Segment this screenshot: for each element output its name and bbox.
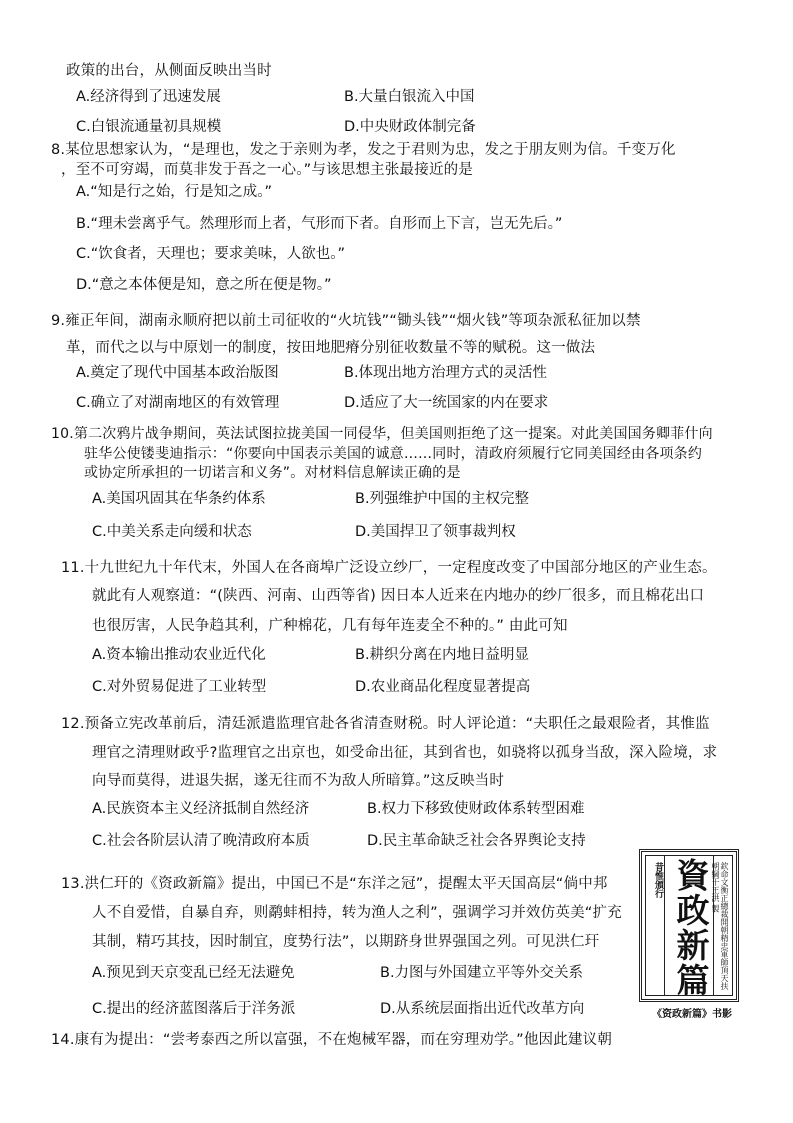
q9-stem-line2: 革，而代之以与中原划一的制度，按田地肥瘠分别征收数量不等的赋税。这一做法 — [66, 340, 596, 356]
q11-option-a: A.资本输出推动农业近代化 — [92, 647, 266, 663]
q8-option-a: A.“知是行之始，行是知之成。” — [76, 184, 273, 200]
q8-option-b: B.“理未尝离乎气。然理形而上者，气形而下者。自形而上下言，岂无先后。” — [76, 216, 563, 232]
q12-stem-line2: 理官之清理财政乎?监理官之出京也，如受命出征，其到省也，如骁将以孤身当敌，深入险境，求 — [92, 745, 718, 761]
q10-option-d: D.美国捍卫了领事裁判权 — [355, 524, 516, 540]
q8-stem-line1: 8.某位思想家认为，“是理也，发之于亲则为孝，发之于君则为忠，发之于朋友则为信。千变万化 — [51, 142, 676, 158]
book-cover-divider-left — [664, 856, 665, 995]
q7-option-a: A.经济得到了迅速发展 — [76, 89, 221, 105]
q13-option-a: A.预见到天京变乱已经无法避免 — [92, 965, 295, 981]
q10-option-c: C.中美关系走向缓和状态 — [92, 524, 252, 540]
q9-option-b: B.体现出地方治理方式的灵活性 — [344, 365, 548, 381]
q13-stem-line2: 人不自爱惜，自暴自弃，则鹬蚌相持，转为渔人之利”，强调学习并效仿英美“扩充 — [92, 905, 622, 921]
q7-stem-tail: 政策的出台，从侧面反映出当时 — [66, 63, 272, 79]
q12-stem-line3: 向导而莫得，进退失据，遂无往而不为敌人所暗算。”这反映当时 — [92, 773, 505, 789]
q11-stem-line3: 也很厉害，人民争趋其利，广种棉花，几有每年连麦全不种的。” 由此可知 — [92, 618, 568, 634]
q8-option-d: D.“意之本体便是知，意之所在便是物。” — [76, 277, 332, 293]
q14-stem-line1: 14.康有为提出：“尝考泰西之所以富强，不在炮械军器，而在穷理劝学。”他因此建议朝 — [51, 1032, 613, 1048]
q7-option-d: D.中央财政体制完备 — [344, 119, 476, 135]
q10-option-b: B.列强维护中国的主权完整 — [355, 491, 530, 507]
book-cover-right-column: 欽命文衡正總裁開朝精忠軍師頂天扶朝綱干王洪 製 — [711, 862, 729, 990]
q13-stem-line3: 其制，精巧其技，因时制宜，度势行法”，以期跻身世界强国之列。可见洪仁玕 — [92, 934, 600, 950]
q9-stem-line1: 9.雍正年间，湖南永顺府把以前土司征收的“火坑钱”“锄头钱”“烟火钱”等项杂派私征加以禁 — [51, 313, 641, 329]
q10-stem-line3: 或协定所承担的一切诺言和义务”。对材料信息解读正确的是 — [84, 465, 461, 481]
q12-stem-line1: 12.预备立宪改革前后，清廷派遣监理官赴各省清查财税。时人评论道：“夫职任之最艰险者，其惟监 — [61, 716, 710, 732]
q13-stem-line1: 13.洪仁玕的《资政新篇》提出，中国已不是“东洋之冠”，提醒太平天国高层“倘中邦 — [61, 876, 608, 892]
q11-stem-line2: 就此有人观察道：“(陕西、河南、山西等省) 因日本人近来在内地办的纱厂很多，而且棉花出口 — [92, 588, 705, 604]
book-cover-image — [639, 849, 739, 1002]
q9-option-d: D.适应了大一统国家的内在要求 — [344, 395, 549, 411]
q8-option-c: C.“饮食者，天理也；要求美味，人欲也。” — [76, 246, 346, 262]
book-cover-title: 資政新篇 — [676, 856, 710, 1000]
q11-option-c: C.对外贸易促进了工业转型 — [92, 679, 267, 695]
q8-stem-line2: ，至不可穷竭，而莫非发于吾之一心。”与该思想主张最接近的是 — [61, 162, 474, 178]
q12-option-d: D.民主革命缺乏社会各界舆论支持 — [367, 833, 586, 849]
q7-option-b: B.大量白银流入中国 — [344, 89, 475, 105]
book-cover-frame — [645, 855, 733, 1000]
q13-option-d: D.从系统层面指出近代改革方向 — [380, 1001, 585, 1017]
q12-option-c: C.社会各阶层认清了晚清政府本质 — [92, 833, 310, 849]
q7-option-c: C.白银流通量初具规模 — [76, 119, 222, 135]
book-cover-caption: 《资政新篇》书影 — [652, 1009, 732, 1020]
q13-option-b: B.力图与外国建立平等外交关系 — [380, 965, 584, 981]
q12-option-b: B.权力下移致使财政体系转型困难 — [367, 801, 585, 817]
q10-stem-line2: 驻华公使镂斐迪指示：“你要向中国表示美国的诚意……同时，清政府须履行它同美国经由各项条约 — [84, 446, 703, 462]
q9-option-a: A.奠定了现代中国基本政治版图 — [76, 365, 279, 381]
book-cover-left-column: 昔惟頒行 — [653, 862, 663, 898]
q11-option-d: D.农业商品化程度显著提高 — [355, 679, 531, 695]
q10-stem-line1: 10.第二次鸦片战争期间，英法试图拉拢美国一同侵华，但美国则拒绝了这一提案。对此美国国务卿菲什向 — [51, 426, 713, 442]
q9-option-c: C.确立了对湖南地区的有效管理 — [76, 395, 280, 411]
q10-option-a: A.美国巩固其在华条约体系 — [92, 491, 266, 507]
q13-option-c: C.提出的经济蓝图落后于洋务派 — [92, 1001, 296, 1017]
q11-stem-line1: 11.十九世纪九十年代末，外国人在各商埠广泛设立纱厂，一定程度改变了中国部分地区的产业生态。 — [61, 560, 717, 576]
q11-option-b: B.耕织分离在内地日益明显 — [355, 647, 530, 663]
q12-option-a: A.民族资本主义经济抵制自然经济 — [92, 801, 310, 817]
